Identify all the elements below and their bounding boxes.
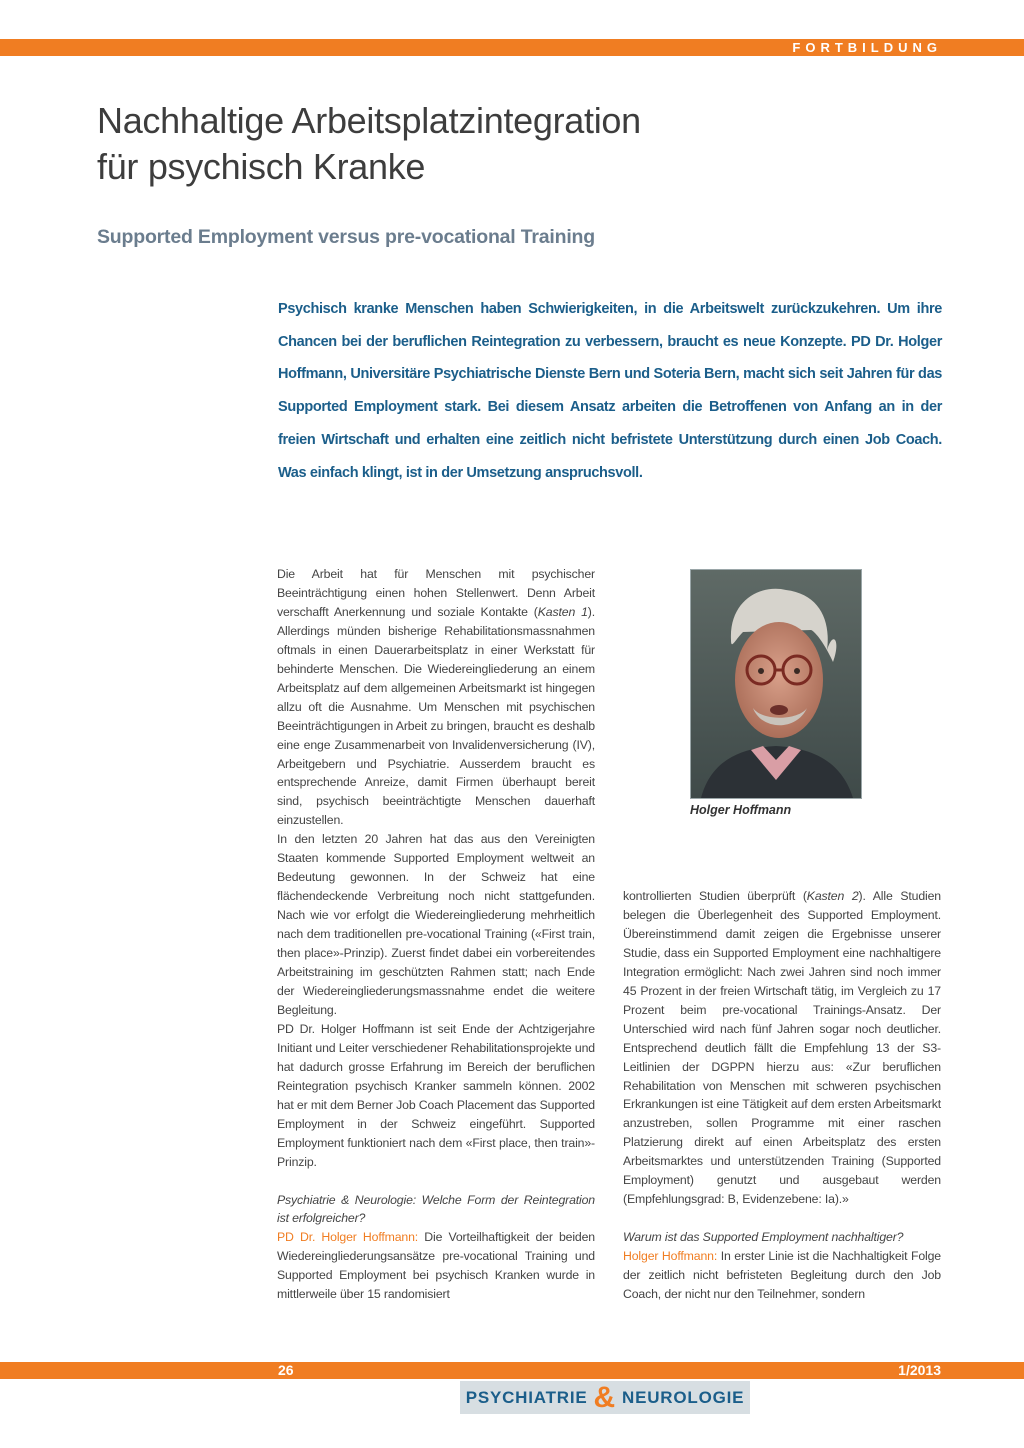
text-column-right — [623, 887, 941, 1304]
title-line: für psychisch Kranke — [97, 146, 426, 187]
body-paragraph: Die Arbeit hat für Menschen mit psychischer Beeinträchtigung einen hohen Stellenwert. Denn Arbeit verschafft Anerkennung und soziale Kontakte (Kasten 1). Allerdings münden bisherige Rehabilitationsmassnahmen oftmals in einen Dauerarbeitsplatz in einer Werkstatt für behinderte Menschen. Die Wiedereingliederung an einem Arbeitsplatz auf dem allgemeinen Arbeitsmarkt ist hingegen allzu oft die Ausnahme. Um Menschen mit psychischen Beeinträchtigungen in Arbeit zu bringen, braucht es deshalb eine enge Zusammenarbeit von Invalidenversicherung (IV), Arbeitgebern und Psychiatrie. Ausserdem braucht es entsprechende Anreize, damit Firmen überhaupt bereit sind, psychisch beeinträchtigte Menschen dauerhaft einzustellen. — [277, 567, 595, 828]
section-label: FORTBILDUNG — [792, 40, 942, 55]
article-subtitle: Supported Employment versus pre-vocational Training — [97, 226, 595, 248]
interview-question: Warum ist das Supported Employment nachhaltiger? — [623, 1230, 904, 1245]
interview-answer: PD Dr. Holger Hoffmann: Die Vorteilhaftigkeit der beiden Wiedereingliederungsansätze pre-vocational Training und Supported Employment bei psychisch Kranken wurde in mittlerweile über 15 randomisiert — [277, 1230, 595, 1302]
speaker-name: PD Dr. Holger Hoffmann: — [277, 1230, 419, 1245]
footer-bar — [0, 1362, 1024, 1379]
text-column-left — [277, 565, 595, 1304]
speaker-name: Holger Hoffmann: — [623, 1249, 718, 1264]
body-paragraph: PD Dr. Holger Hoffmann ist seit Ende der Achtzigerjahre Initiant und Leiter verschiedener Rehabilitationsprojekte und hat dadurch grosse Erfahrung im Bereich der beruflichen Reintegration psychisch Kranker sammeln können. 2002 hat er mit dem Berner Job Coach Placement das Supported Employment in der Schweiz eingeführt. Supported Employment funktioniert nach dem «First place, then train»-Prinzip. — [277, 1021, 595, 1169]
interview-answer: Holger Hoffmann: In erster Linie ist die Nachhaltigkeit Folge der zeitlich nicht befristeten Begleitung durch den Job Coach, der nicht nur den Teilnehmer, sondern — [623, 1249, 942, 1302]
title-line: Nachhaltige Arbeitsplatzintegration — [97, 100, 641, 141]
journal-ampersand: & — [593, 1380, 616, 1414]
interview-question: Psychiatrie & Neurologie: Welche Form der Reintegration ist erfolgreicher? — [277, 1192, 595, 1226]
body-paragraph: In den letzten 20 Jahren hat das aus den Vereinigten Staaten kommende Supported Employment weltweit an Bedeutung gewonnen. In der Schweiz hat eine flächendeckende Verbreitung noch nicht stattgefunden. Nach wie vor erfolgt die Wiedereingliederung mehrheitlich nach dem traditionellen pre-vocational Training («First train, then place»-Prinzip). Zuerst findet dabei ein vorbereitendes Arbeitstraining im geschützten Rahmen statt; nach Ende der Wiedereingliederungsmassnahme endet die weitere Begleitung. — [277, 832, 595, 1017]
journal-name-right: NEUROLOGIE — [622, 1387, 745, 1407]
page-number: 26 — [278, 1362, 294, 1378]
body-paragraph: kontrollierten Studien überprüft (Kasten 2). Alle Studien belegen die Überlegenheit des Supported Employment. Übereinstimmend damit zeigen die Ergebnisse unserer Studie, dass ein Supported Employment eine nachhaltigere Integration ermöglicht: Nach zwei Jahren sind noch immer 45 Prozent in der freien Wirtschaft tätig, im Vergleich zu 17 Prozent beim pre-vocational Trainings-Ansatz. Der Unterschied wird nach fünf Jahren sogar noch deutlicher. Entsprechend deutlich fällt die Empfehlung 13 der S3-Leitlinien der DGPPN hierzu aus: «Zur beruflichen Rehabilitation von Menschen mit schweren psychischen Erkrankungen ist eine Tätigkeit auf dem ersten Arbeitsmarkt anzustreben, sollen Programme mit einer raschen Platzierung direkt auf einen Arbeitsplatz des ersten Arbeitsmarktes und unterstützenden Training (Supported Employment) genutzt und ausgebaut werden (Empfehlungsgrad: B, Evidenzebene: Ia).» — [623, 889, 941, 1207]
article-title — [97, 98, 897, 190]
box-reference: Kasten 1 — [537, 604, 588, 619]
box-reference: Kasten 2 — [806, 889, 859, 903]
lead-paragraph: Psychisch kranke Menschen haben Schwierigkeiten, in die Arbeitswelt zurückzukehren. Um ihre Chancen bei der beruflichen Reintegration zu verbessern, braucht es neue Konzepte. PD Dr. Holger Hoffmann, Universitäre Psychiatrische Dienste Bern und Soteria Bern, macht sich seit Jahren für das Supported Employment stark. Bei diesem Ansatz arbeiten die Betroffenen von Anfang an in der freien Wirtschaft und erhalten eine zeitlich nicht befristete Unterstützung durch einen Job Coach. Was einfach klingt, ist in der Umsetzung anspruchsvoll. — [278, 301, 942, 481]
portrait-photo — [690, 569, 862, 799]
journal-name-left: PSYCHIATRIE — [465, 1387, 588, 1407]
journal-logo — [460, 1381, 750, 1414]
issue-number: 1/2013 — [898, 1362, 941, 1378]
photo-caption: Holger Hoffmann — [690, 803, 792, 817]
